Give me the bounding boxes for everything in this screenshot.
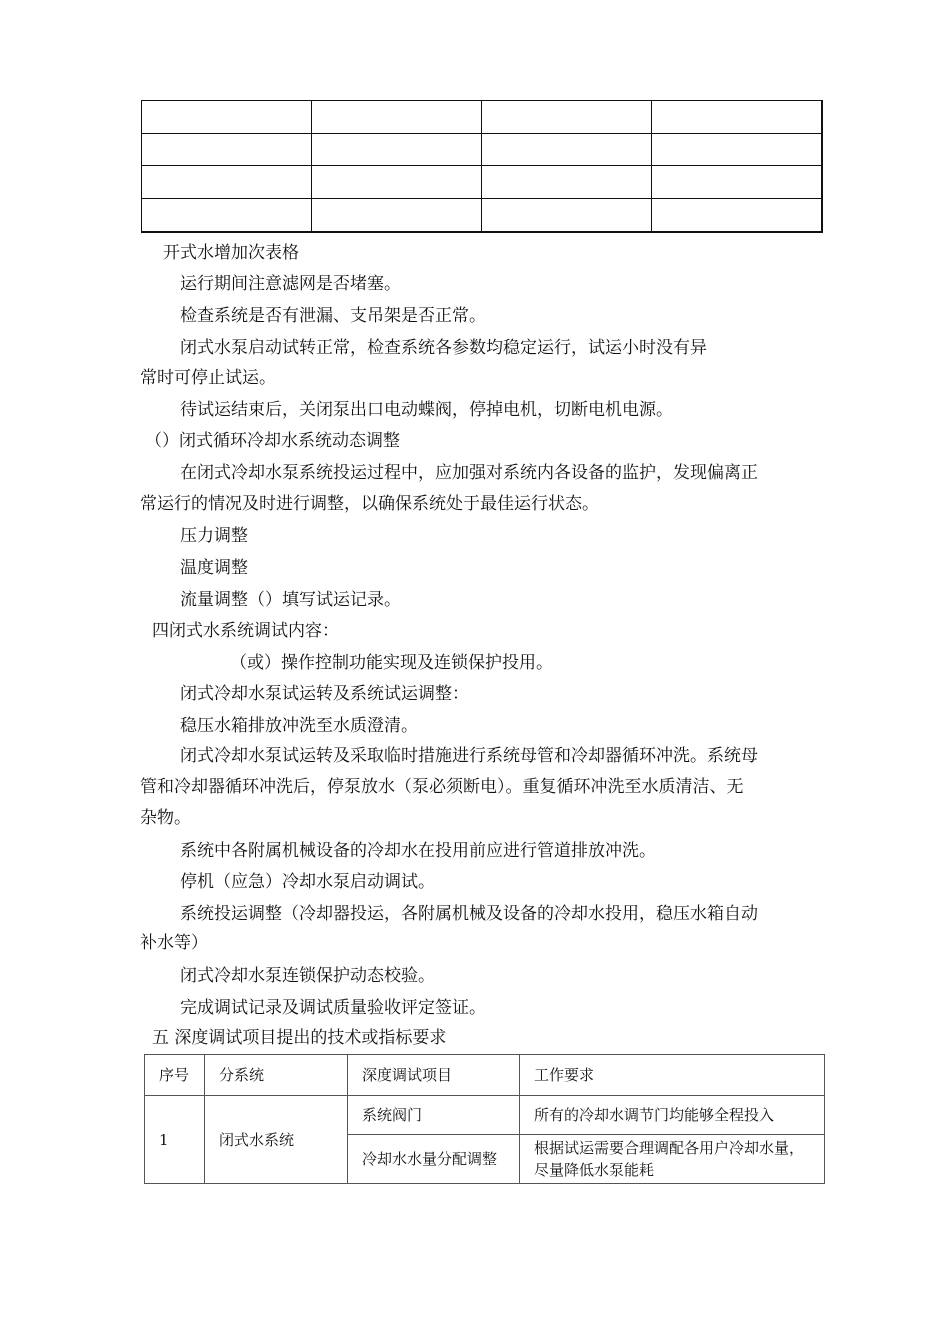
text-line: 温度调整 (180, 558, 248, 578)
text-line: 杂物。 (140, 808, 191, 828)
subsystem-cell: 闭式水系统 (205, 1096, 348, 1184)
empty-cell (652, 133, 822, 166)
table-row (142, 166, 823, 199)
text-line: 闭式冷却水泵试运转及系统试运调整： (180, 684, 469, 704)
empty-cell (312, 133, 482, 166)
section-heading: 四闭式水系统调试内容： (152, 621, 339, 641)
text-line: 停机（应急）冷却水泵启动调试。 (180, 872, 435, 892)
table-row (142, 133, 823, 166)
text-line: 管和冷却器循环冲洗后，停泵放水（泵必须断电）。重复循环冲洗至水质清洁、无 (140, 777, 744, 797)
header-cell: 分系统 (205, 1055, 348, 1096)
text-line: 完成调试记录及调试质量验收评定签证。 (180, 998, 486, 1018)
text-line: 稳压水箱排放冲洗至水质澄清。 (180, 716, 418, 736)
text-line: 系统投运调整（冷却器投运，各附属机械及设备的冷却水投用，稳压水箱自动 (180, 904, 758, 924)
table-row (142, 101, 823, 134)
empty-cell (142, 133, 312, 166)
header-cell: 深度调试项目 (348, 1055, 520, 1096)
empty-cell (482, 166, 652, 199)
section-heading: （）闭式循环冷却水系统动态调整 (145, 431, 400, 451)
text-line: 常时可停止试运。 (140, 368, 276, 388)
text-line: 运行期间注意滤网是否堵塞。 (180, 274, 401, 294)
table-row (145, 1096, 825, 1135)
empty-cell (142, 166, 312, 199)
requirements-table (144, 1054, 825, 1184)
text-line: 开式水增加次表格 (163, 243, 299, 263)
empty-cell (142, 101, 312, 134)
empty-cell (482, 101, 652, 134)
item-cell: 冷却水水量分配调整 (348, 1135, 520, 1184)
empty-cell (482, 133, 652, 166)
table-header-row (145, 1055, 825, 1096)
text-line: 系统中各附属机械设备的冷却水在投用前应进行管道排放冲洗。 (180, 841, 656, 861)
empty-cell (312, 101, 482, 134)
empty-cell (312, 199, 482, 232)
text-line: 补水等） (140, 933, 208, 953)
row-number-cell: 1 (145, 1096, 205, 1184)
item-cell: 系统阀门 (348, 1096, 520, 1135)
text-line: 闭式冷却水泵连锁保护动态校验。 (180, 966, 435, 986)
text-line: 闭式冷却水泵试运转及采取临时措施进行系统母管和冷却器循环冲洗。系统母 (180, 746, 758, 766)
empty-cell (312, 166, 482, 199)
section-heading: 五 深度调试项目提出的技术或指标要求 (152, 1028, 447, 1048)
empty-data-table (141, 100, 823, 233)
empty-cell (142, 199, 312, 232)
empty-cell (652, 101, 822, 134)
requirement-cell: 根据试运需要合理调配各用户冷却水量，尽量降低水泵能耗 (520, 1135, 825, 1184)
text-line: 检查系统是否有泄漏、支吊架是否正常。 (180, 306, 486, 326)
text-line: 常运行的情况及时进行调整，以确保系统处于最佳运行状态。 (140, 494, 599, 514)
header-cell: 工作要求 (520, 1055, 825, 1096)
text-line: 压力调整 (180, 526, 248, 546)
requirement-cell: 所有的冷却水调节门均能够全程投入 (520, 1096, 825, 1135)
text-line: 闭式水泵启动试转正常，检查系统各参数均稳定运行，试运小时没有异 (180, 338, 707, 358)
header-cell: 序号 (145, 1055, 205, 1096)
text-line: （或）操作控制功能实现及连锁保护投用。 (230, 653, 553, 673)
text-line: 流量调整（）填写试运记录。 (180, 590, 401, 610)
empty-cell (652, 199, 822, 232)
table-row (142, 199, 823, 232)
empty-cell (482, 199, 652, 232)
empty-cell (652, 166, 822, 199)
text-line: 待试运结束后，关闭泵出口电动蝶阀，停掉电机，切断电机电源。 (180, 400, 673, 420)
text-line: 在闭式冷却水泵系统投运过程中，应加强对系统内各设备的监护，发现偏离正 (180, 463, 758, 483)
